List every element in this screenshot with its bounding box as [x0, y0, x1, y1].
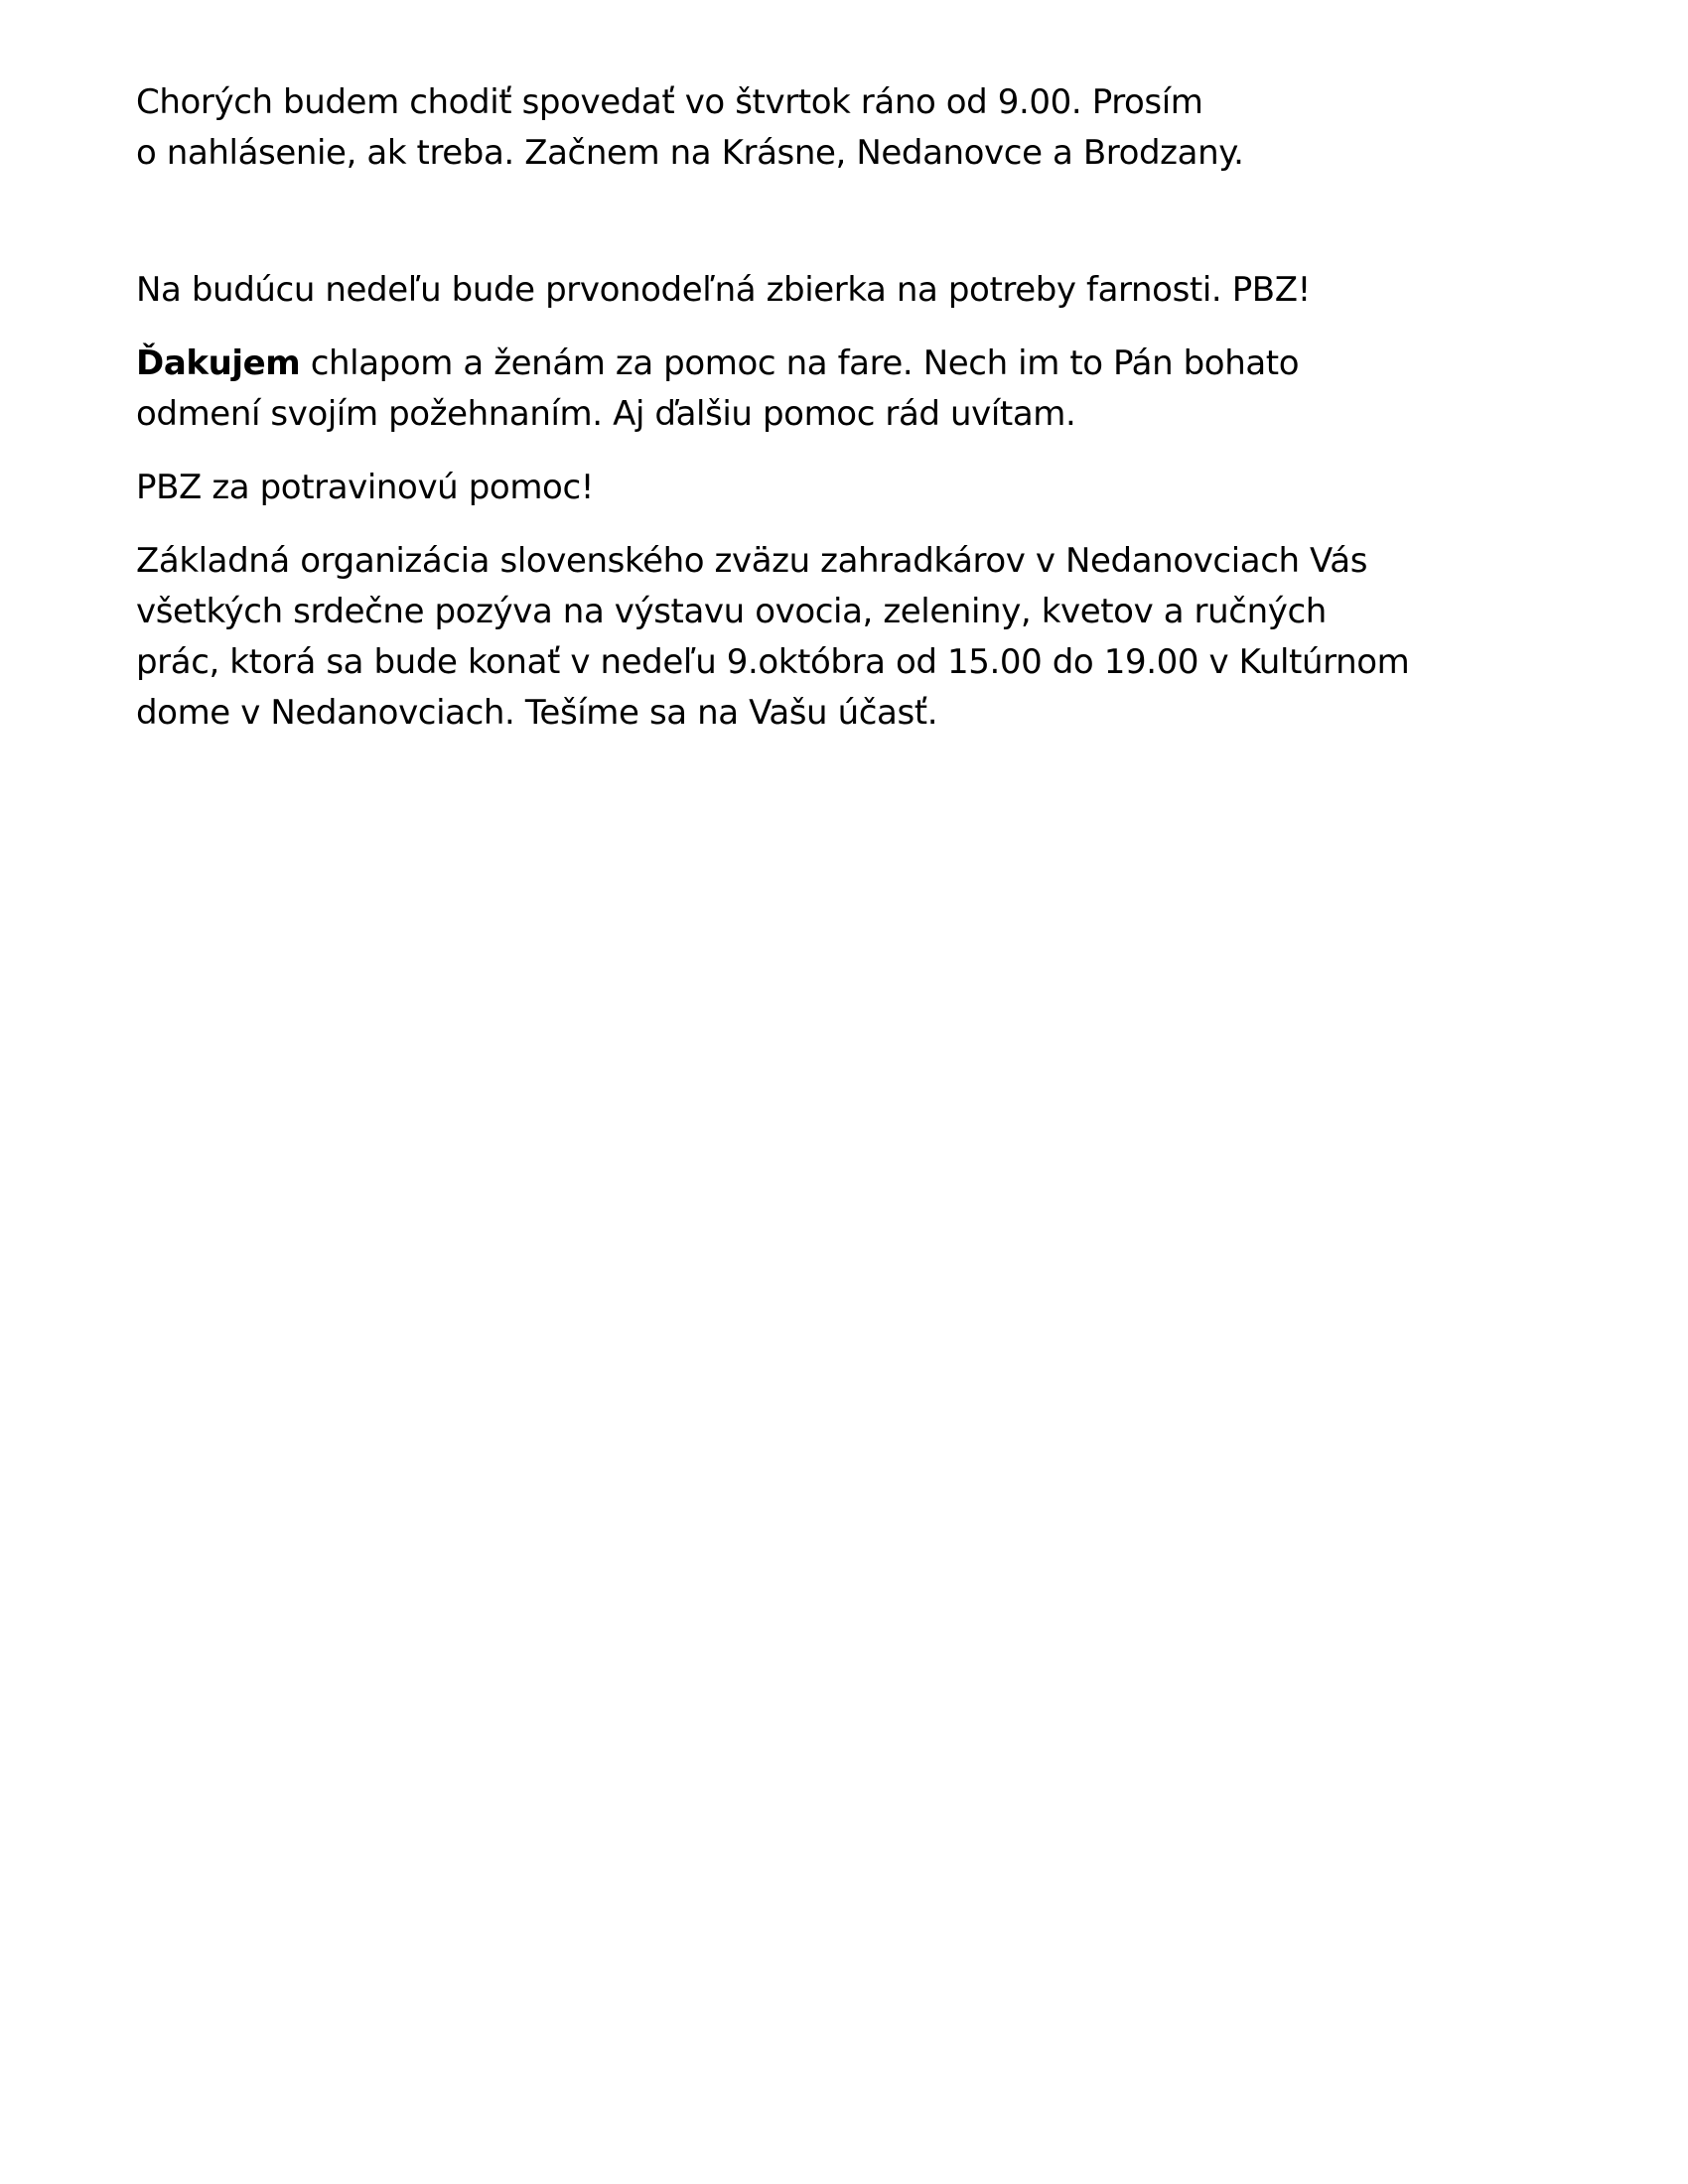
text-fragment: chlapom a ženám za pomoc na fare. Nech im to Pán bohato: [300, 343, 1300, 383]
paragraph-collection: [136, 265, 1566, 316]
text-line: [136, 339, 1566, 389]
paragraph-thanks: [136, 339, 1566, 440]
text-line: odmení svojím požehnaním. Aj ďalšiu pomoc rád uvítam.: [136, 394, 1076, 434]
text-line: prác, ktorá sa bude konať v nedeľu 9.októbra od 15.00 do 19.00 v Kultúrnom: [136, 642, 1410, 682]
text-line: PBZ za potravinovú pomoc!: [136, 468, 594, 507]
text-line: Základná organizácia slovenského zväzu zahradkárov v Nedanovciach Vás: [136, 541, 1368, 581]
text-line: všetkých srdečne pozýva na výstavu ovocia, zeleniny, kvetov a ručných: [136, 592, 1327, 631]
text-line: dome v Nedanovciach. Tešíme sa na Vašu účasť.: [136, 693, 938, 733]
text-line: o nahlásenie, ak treba. Začnem na Krásne, Nedanovce a Brodzany.: [136, 133, 1244, 173]
document-body: [136, 77, 1566, 761]
paragraph-sick-confession: [136, 77, 1566, 179]
bold-word-thanks: Ďakujem: [136, 343, 301, 383]
paragraph-exhibition: [136, 536, 1566, 739]
paragraph-food-help: [136, 463, 1566, 513]
text-line: Na budúcu nedeľu bude prvonodeľná zbierka na potreby farnosti. PBZ!: [136, 270, 1311, 310]
text-line: Chorých budem chodiť spovedať vo štvrtok ráno od 9.00. Prosím: [136, 82, 1203, 122]
